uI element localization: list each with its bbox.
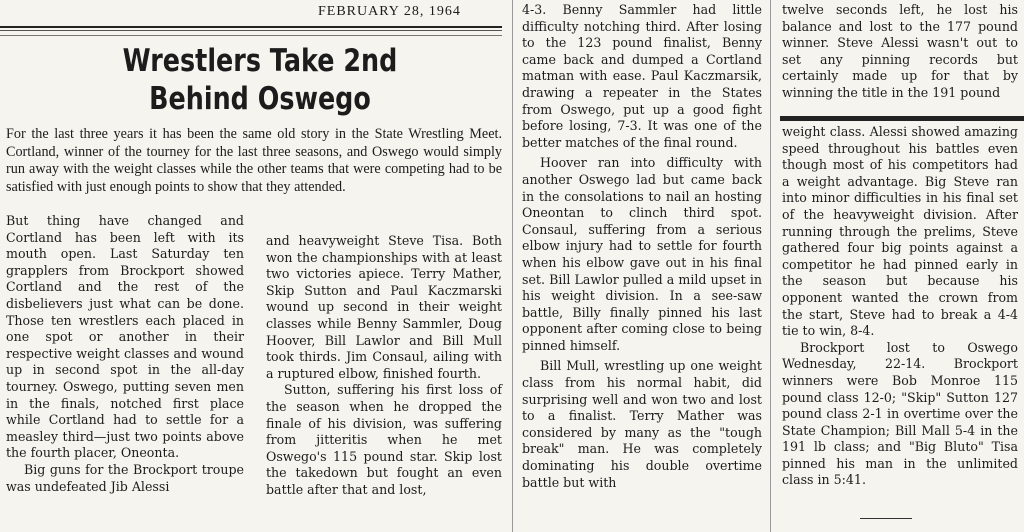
paragraph: Brockport lost to Oswego Wednesday, 22-14. Brockport winners were Bob Monroe 115 pound class 12-0; "Skip" Sutton 127 pound class 2-1 in overtime over the State Champion; Bill Mall 5-4 in the 191 lb class; and "Big Bluto" Tisa pinned his man in the unlimited class in 5:41. (782, 339, 1018, 488)
lead-paragraph: For the last three years it has been the same old story in the State Wrestling Meet. Cortland, winner of the tourney for the last three seasons, and Oswego would simply run away with the weight classes while the other teams that were competing had to be satisfied with just enough points to show that they attended. (6, 126, 502, 195)
masthead-rule-hair (0, 35, 502, 36)
masthead-rule (0, 26, 502, 28)
paragraph: Sutton, suffering his first loss of the season when he dropped the finale of his division, was suffering from jitteritis when he met Oswego's 115 pound star. Skip lost the takedown but fought an even battle after that and lost, (266, 382, 502, 497)
paragraph: Big guns for the Brockport troupe was undefeated Jib Alessi (6, 461, 244, 494)
paragraph: Hoover ran into difficulty with another Oswego lad but came back in the consolations to nail an hosting Oneontan to clinch third spot. Consaul, suffering from a serious elbow injury had to settle for fourth when his elbow gave out in his final set. Bill Lawlor pulled a mild upset in his weight division. In a see-saw battle, Billy finally pinned his last opponent after coming close to being pinned himself. (522, 155, 762, 353)
column-divider (512, 0, 513, 532)
headline-line-2: Behind Oswego (149, 81, 371, 117)
paragraph: Bill Mull, wrestling up one weight class from his normal habit, did surprising well and won two and lost to a finalist. Terry Mather was considered by many as the "tough break" man. He was completely dominating his double overtime battle but with (522, 358, 762, 490)
column-divider (770, 0, 771, 532)
article-headline (96, 42, 424, 118)
article-column-1 (6, 213, 244, 495)
paragraph: But thing have changed and Cortland has been left with its mouth open. Last Saturday ten grapplers from Brockport showed Cortland and the rest of the disbelievers just what can be done. Those ten wrestlers each placed in one spot or another in their respective weight classes and wound up in second spot in the all-day tourney. Oswego, putting seven men in the finals, notched first place while Cortland had to settle for a measley third—just two points above the fourth placer, Oneonta. (6, 213, 244, 461)
headline-line-1: Wrestlers Take 2nd (122, 43, 398, 79)
article-column-4-top (782, 2, 1018, 102)
article-column-4-bottom (782, 124, 1018, 489)
article-column-3 (522, 2, 762, 491)
issue-date: FEBRUARY 28, 1964 (318, 4, 461, 19)
paragraph: and heavyweight Steve Tisa. Both won the championships with at least two victories apiece. Terry Mather, Skip Sutton and Paul Kaczmarski wound up second in their weight classes while Benny Sammler, Doug Hoover, Bill Lawlor and Bill Mull took thirds. Jim Consaul, ailing with a ruptured elbow, finished fourth. (266, 233, 502, 381)
article-column-2 (266, 233, 502, 499)
paragraph: weight class. Alessi showed amazing speed throughout his battles even though most of his competitors had a weight advantage. Big Steve ran into minor difficulties in his final set of the heavyweight division. After running through the prelims, Steve gathered four big points against a competitor he had pinned early in the season but because his opponent wanted the crown from the start, Steve had to break a 4-4 tie to win, 8-4. (782, 124, 1018, 339)
section-bar (780, 116, 1024, 121)
masthead-rule-thin (0, 30, 502, 31)
end-rule (860, 518, 912, 519)
paragraph: twelve seconds left, he lost his balance and lost to the 177 pound winner. Steve Alessi wasn't out to set any pinning records but certainly made up for that by winning the title in the 191 pound (782, 2, 1018, 100)
paragraph: 4-3. Benny Sammler had little difficulty notching third. After losing to the 123 pound finalist, Benny came back and dumped a Cortland matman with ease. Paul Kaczmarsik, drawing a repeater in the States from Oswego, put up a good fight before losing, 7-3. It was one of the better matches of the final round. (522, 2, 762, 150)
